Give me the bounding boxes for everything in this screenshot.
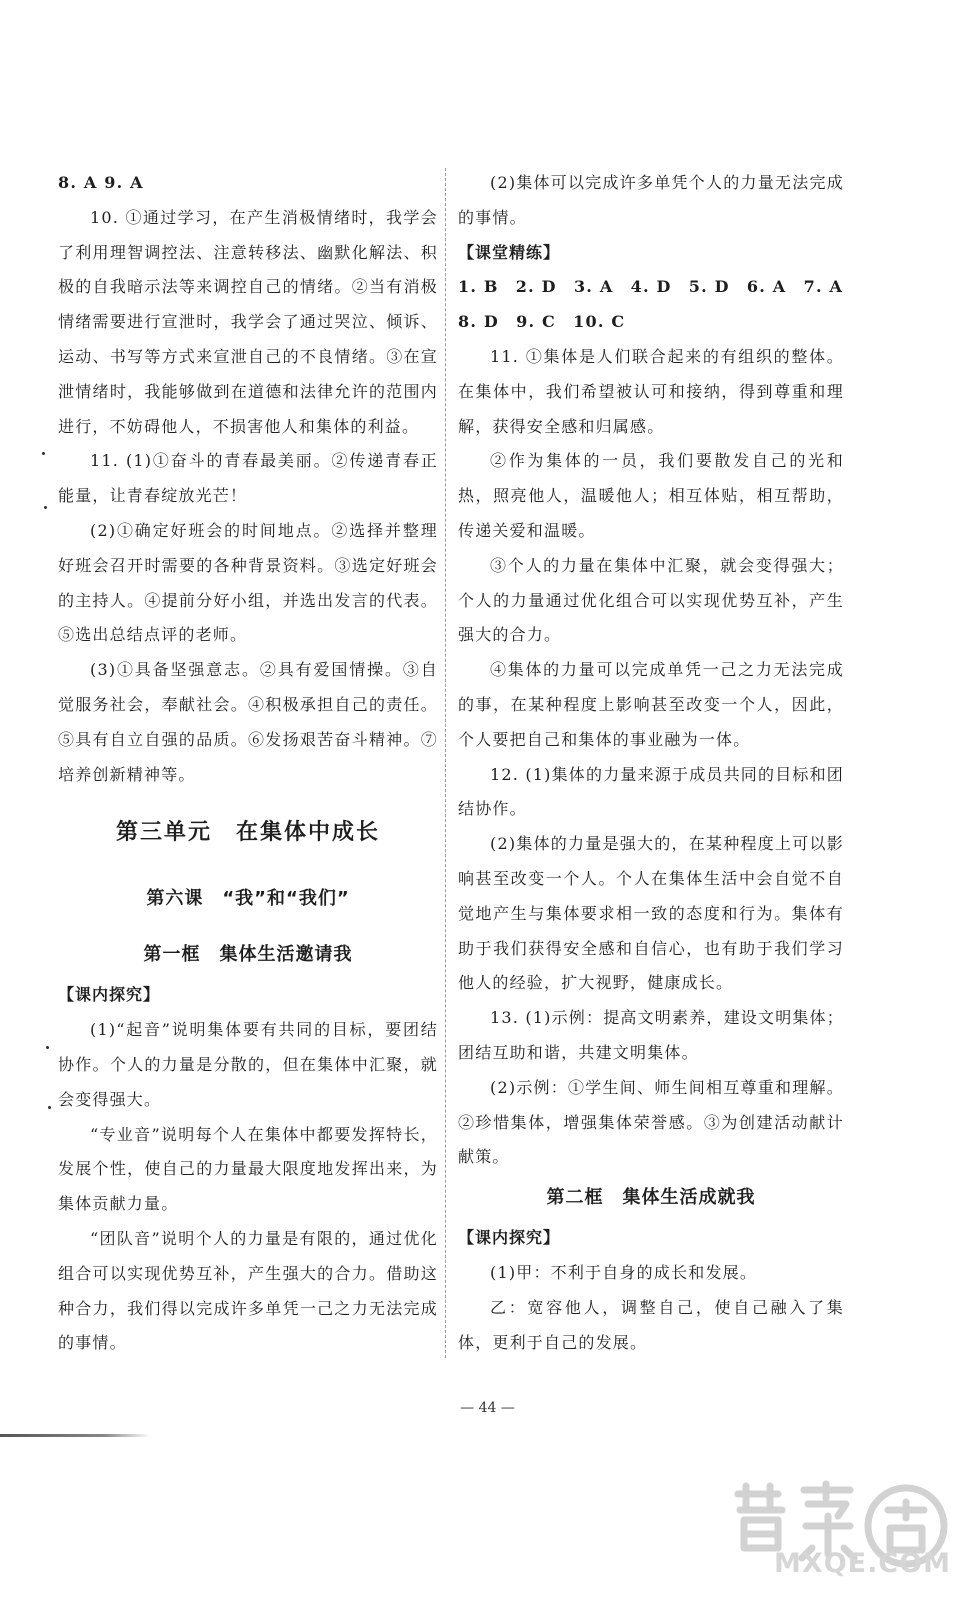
explore-answer-3: “团队音”说明个人的力量是有限的，通过优化组合可以实现优势互补，产生强大的合力。借助这种合力，我们得以完成许多单凭一己之力无法完成的事情。 (58, 1228, 438, 1353)
answer-11-part3: (3)①具备坚强意志。②具有爱国情操。③自觉服务社会，奉献社会。④积极承担自己的责任。⑤具有自立自强的品质。⑥发扬艰苦奋斗精神。⑦培养创新精神等。 (58, 660, 438, 784)
explore-answer-4: (2)集体可以完成许多单凭个人的力量无法完成的事情。 (458, 173, 844, 227)
practice-answer-13-2: (2)示例：①学生间、师生间相互尊重和理解。②珍惜集体，增强集体荣誉感。③为创建活动献计献策。 (458, 1077, 844, 1167)
margin-mark (46, 1046, 49, 1049)
explore2-answer-1: (1)甲：不利于自身的成长和发展。 (490, 1262, 758, 1282)
margin-mark (42, 452, 45, 455)
section-heading-explore: 【课内探究】 (58, 985, 161, 1005)
practice-answer-12-1: 12. (1)集体的力量来源于成员共同的目标和团结协作。 (458, 764, 844, 819)
answer-11-part2: (2)①确定好班会的时间地点。②选择并整理好班会召开时需要的各种背景资料。③选定好班会的主持人。④提前分好小组，并选出发言的代表。⑤选出总结点评的老师。 (58, 520, 438, 645)
unit-title: 第三单元 在集体中成长 (115, 820, 380, 846)
explore2-answer-2: 乙：宽容他人，调整自己，使自己融入了集体，更利于自己的发展。 (458, 1297, 844, 1352)
explore-answer-1: (1)“起音”说明集体要有共同的目标，要团结协作。个人的力量是分散的，但在集体中汇聚，就会变得强大。 (58, 1020, 438, 1109)
practice-answer-11-2: ②作为集体的一员，我们要散发自己的光和热，照亮他人，温暖他人；相互体贴，相互帮助，传递关爱和温暖。 (458, 451, 844, 540)
practice-answers-8-10: 8. D 9. C 10. C (458, 312, 626, 332)
explore-answer-2: “专业音”说明每个人在集体中都要发挥特长，发展个性，使自己的力量最大限度地发挥出来，为集体贡献力量。 (58, 1124, 438, 1214)
practice-answers-1-7: 1. B 2. D 3. A 4. D 5. D 6. A 7. A (458, 277, 844, 297)
lesson-title: 第六课 “我”和“我们” (146, 888, 350, 910)
practice-answer-11-4: ④集体的力量可以完成单凭一己之力无法完成的事，在某种程度上影响甚至改变一个人，因此，个人要把自己和集体的事业融为一体。 (458, 660, 844, 749)
answer-10: 10. ①通过学习，在产生消极情绪时，我学会了利用理智调控法、注意转移法、幽默化解法、积极的自我暗示法等来调控自己的情绪。②当有消极情绪需要进行宣泄时，我学会了通过哭泣、倾诉、运动、书写等方式来宣泄自己的不良情绪。③在宣泄情绪时，我能够做到在道德和法律允许的范围内进行，不妨碍他人，不损害他人和集体的利益。 (58, 207, 438, 436)
left-column (58, 166, 438, 1361)
practice-answer-13-1: 13. (1)示例：提高文明素养，建设文明集体；团结互助和谐，共建文明集体。 (458, 1008, 844, 1062)
practice-answer-11-3: ③个人的力量在集体中汇聚，就会变得强大；个人的力量通过优化组合可以实现优势互补，产生强大的合力。 (458, 555, 844, 645)
frame-title: 第一框 集体生活邀请我 (143, 944, 353, 966)
page-number: — 44 — (460, 1400, 515, 1416)
frame-title-2: 第二框 集体生活成就我 (546, 1187, 756, 1209)
margin-mark (44, 506, 47, 509)
practice-answer-12-2: (2)集体的力量是强大的，在某种程度上可以影响甚至改变一个人。个人在集体生活中会自觉不自觉地产生与集体要求相一致的态度和行为。集体有助于我们获得安全感和自信心，也有助于我们学习他人的经验，扩大视野，健康成长。 (458, 834, 844, 993)
watermark-site: MXQE.COM (774, 1548, 951, 1579)
right-column (458, 166, 844, 1360)
answer-8-9: 8. A 9. A (58, 173, 144, 192)
scan-edge-line (0, 1434, 150, 1437)
answer-11-part1: 11. (1)①奋斗的青春最美丽。②传递青春正能量，让青春绽放光芒！ (58, 451, 438, 506)
practice-answer-11-1: 11. ①集体是人们联合起来的有组织的整体。在集体中，我们希望被认可和接纳，得到尊重和理解，获得安全感和归属感。 (458, 346, 844, 436)
section-heading-practice: 【课堂精练】 (458, 242, 561, 262)
margin-mark (48, 1106, 51, 1109)
column-divider (445, 168, 446, 1358)
section-heading-explore-2: 【课内探究】 (458, 1228, 561, 1248)
